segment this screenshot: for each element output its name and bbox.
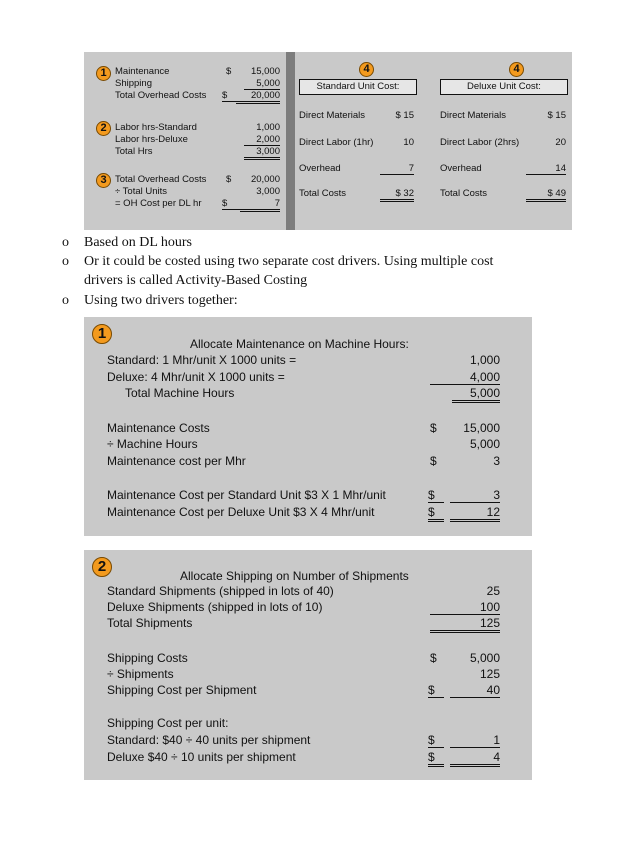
s-dlx-unit-value: 4: [450, 750, 500, 767]
m-dlx-value: 4,000: [430, 370, 500, 385]
maintenance-currency: $: [226, 66, 232, 77]
m-costs-label: Maintenance Costs: [107, 421, 210, 435]
dlx-total-value: $ 49: [526, 188, 566, 202]
m-per-mhr-label: Maintenance cost per Mhr: [107, 454, 246, 468]
s-total-value: 125: [430, 616, 500, 633]
std-dm-label: Direct Materials: [299, 110, 365, 121]
dlx-dl-label: Direct Labor (2hrs): [440, 137, 520, 148]
m-dlx-label: Deluxe: 4 Mhr/unit X 1000 units =: [107, 370, 285, 384]
std-dm-value: $ 15: [395, 110, 414, 121]
oh-total-label: Total Overhead Costs: [115, 174, 207, 185]
s-total-label: Total Shipments: [107, 616, 193, 630]
s-costs-value: 5,000: [469, 651, 500, 665]
s-std-unit-value: 1: [450, 733, 500, 748]
oh-per-dl-value: 7: [240, 198, 280, 212]
dlx-dm-value: $ 15: [547, 110, 566, 121]
std-dl-label: Direct Labor (1hr): [299, 137, 374, 148]
m-std-unit-label: Maintenance Cost per Standard Unit $3 X 1 Mhr/unit: [107, 488, 386, 502]
bullet-text-2-cont: drivers is called Activity-Based Costing: [84, 273, 308, 288]
m-per-mhr-value: 3: [493, 454, 500, 468]
s-per-unit-heading: Shipping Cost per unit:: [107, 716, 229, 730]
bullet-marker-2: o: [62, 254, 69, 269]
s-std-label: Standard Shipments (shipped in lots of 40): [107, 584, 334, 598]
maintenance-value: 15,000: [250, 66, 280, 77]
bullet-text-3: Using two drivers together:: [84, 293, 238, 308]
oh-per-dl-currency: $: [222, 198, 240, 210]
dlx-dl-value: 20: [555, 137, 566, 148]
bullet-text-2: Or it could be costed using two separate cost drivers. Using multiple cost: [84, 254, 494, 269]
dlx-oh-value: 14: [526, 163, 566, 175]
oh-total-value: 20,000: [250, 174, 280, 185]
std-dl-value: 10: [403, 137, 414, 148]
labor-dlx-label: Labor hrs-Deluxe: [115, 134, 188, 145]
dlx-total-label: Total Costs: [440, 188, 487, 199]
step-3-badge: 3: [96, 173, 111, 188]
bullet-text-1: Based on DL hours: [84, 235, 192, 250]
m-costs-value: 15,000: [463, 421, 500, 435]
total-units-value: 3,000: [256, 186, 280, 197]
step-1-badge: 1: [96, 66, 111, 81]
total-units-label: ÷ Total Units: [115, 186, 168, 197]
m-std-label: Standard: 1 Mhr/unit X 1000 units =: [107, 353, 297, 367]
m-dlx-unit-currency: $: [428, 505, 444, 522]
deluxe-unit-cost-title: Deluxe Unit Cost:: [440, 79, 568, 95]
total-overhead-value: 20,000: [236, 90, 280, 104]
total-overhead-label: Total Overhead Costs: [115, 90, 207, 101]
maintenance-step-badge: 1: [92, 324, 112, 344]
m-costs-currency: $: [430, 421, 437, 435]
s-costs-label: Shipping Costs: [107, 651, 188, 665]
shipping-step-badge: 2: [92, 557, 112, 577]
s-dlx-unit-label: Deluxe $40 ÷ 10 units per shipment: [107, 750, 296, 764]
m-total-label: Total Machine Hours: [125, 386, 235, 400]
s-per-shipment-value: 40: [450, 683, 500, 698]
step-2-badge: 2: [96, 121, 111, 136]
s-std-value: 25: [486, 584, 500, 598]
m-std-value: 1,000: [469, 353, 500, 367]
s-costs-currency: $: [430, 651, 437, 665]
labor-dlx-value: 2,000: [244, 134, 280, 146]
total-hrs-value: 3,000: [244, 146, 280, 160]
m-dlx-unit-value: 12: [450, 505, 500, 522]
bullet-marker-1: o: [62, 235, 69, 250]
shipping-label: Shipping: [115, 78, 152, 89]
s-dlx-label: Deluxe Shipments (shipped in lots of 10): [107, 600, 323, 614]
m-per-mhr-currency: $: [430, 454, 437, 468]
s-shipments-label: ÷ Shipments: [107, 667, 174, 681]
maintenance-title: Allocate Maintenance on Machine Hours:: [190, 337, 409, 351]
m-mhr-label: ÷ Machine Hours: [107, 437, 198, 451]
oh-per-dl-label: = OH Cost per DL hr: [115, 198, 202, 209]
bullet-marker-3: o: [62, 293, 69, 308]
s-shipments-value: 125: [479, 667, 500, 681]
dlx-oh-label: Overhead: [440, 163, 482, 174]
s-dlx-value: 100: [430, 600, 500, 615]
s-per-shipment-currency: $: [428, 683, 444, 698]
labor-std-label: Labor hrs-Standard: [115, 122, 197, 133]
standard-unit-cost-title: Standard Unit Cost:: [299, 79, 417, 95]
total-hrs-label: Total Hrs: [115, 146, 153, 157]
s-per-shipment-label: Shipping Cost per Shipment: [107, 683, 257, 697]
s-std-unit-currency: $: [428, 733, 444, 748]
total-overhead-currency: $: [222, 90, 236, 102]
shipping-value: 5,000: [244, 78, 280, 90]
labor-std-value: 1,000: [256, 122, 280, 133]
oh-total-currency: $: [226, 174, 232, 185]
maintenance-label: Maintenance: [115, 66, 170, 77]
std-total-value: $ 32: [380, 188, 414, 202]
dlx-dm-label: Direct Materials: [440, 110, 506, 121]
shipping-title: Allocate Shipping on Number of Shipments: [180, 569, 409, 583]
s-std-unit-label: Standard: $40 ÷ 40 units per shipment: [107, 733, 311, 747]
step-4-badge-standard: 4: [359, 62, 374, 77]
step-4-badge-deluxe: 4: [509, 62, 524, 77]
s-dlx-unit-currency: $: [428, 750, 444, 767]
std-oh-value: 7: [380, 163, 414, 175]
m-total-value: 5,000: [452, 386, 500, 403]
panel-divider: [286, 52, 295, 230]
m-mhr-value: 5,000: [469, 437, 500, 451]
m-std-unit-value: 3: [450, 488, 500, 503]
std-total-label: Total Costs: [299, 188, 346, 199]
std-oh-label: Overhead: [299, 163, 341, 174]
m-dlx-unit-label: Maintenance Cost per Deluxe Unit $3 X 4 Mhr/unit: [107, 505, 375, 519]
m-std-unit-currency: $: [428, 488, 444, 503]
